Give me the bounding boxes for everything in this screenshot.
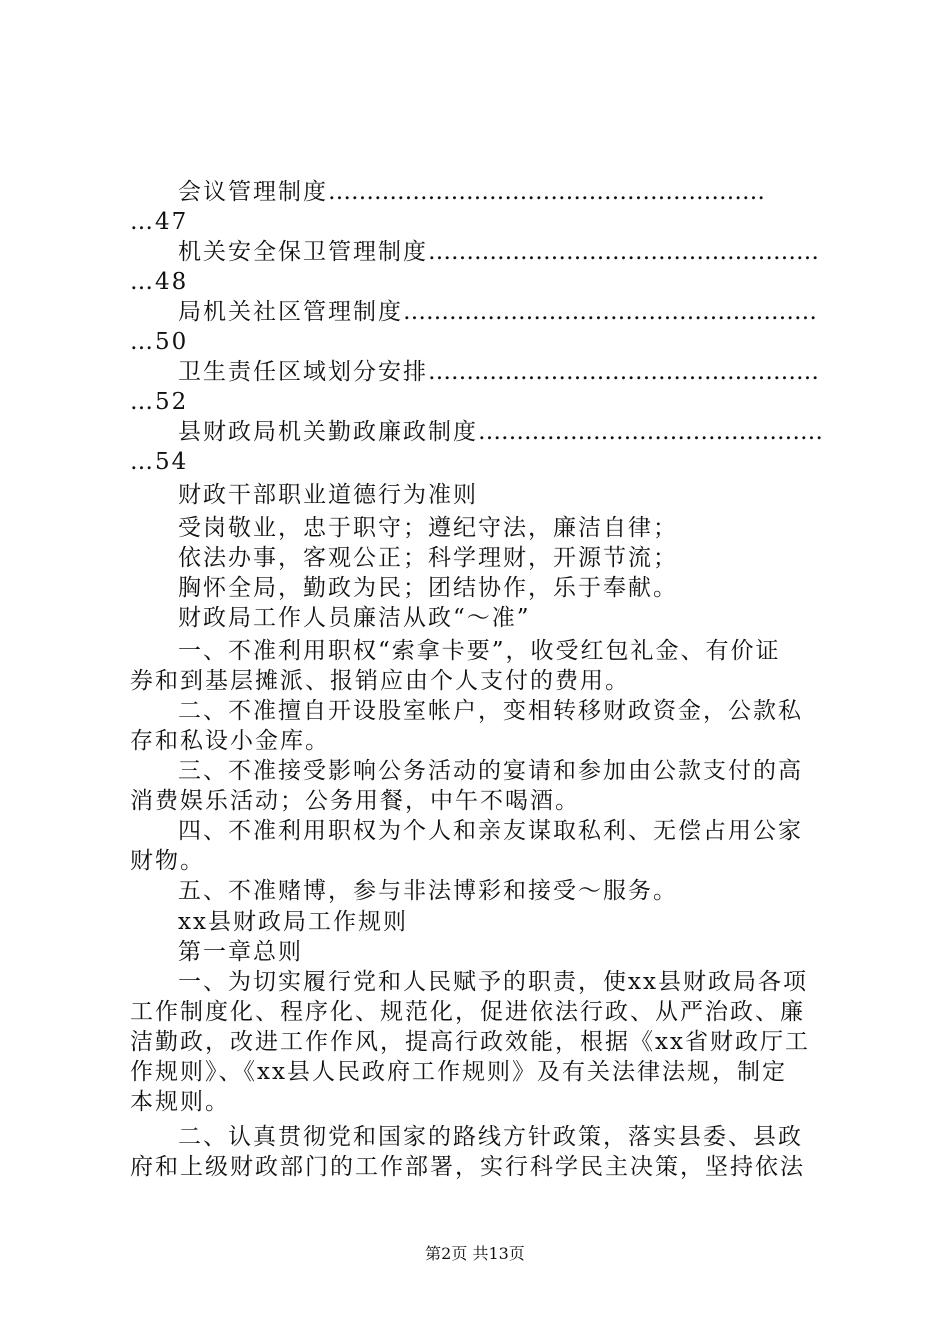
paragraph-line: 依法办事，客观公正；科学理财，开源节流； bbox=[178, 545, 678, 571]
paragraph-line: 五、不准赌博，参与非法博彩和接受～服务。 bbox=[178, 878, 678, 904]
toc-leader: ………………………………………………… bbox=[328, 179, 765, 205]
paragraph-line: 受岗敬业，忠于职守；遵纪守法，廉洁自律； bbox=[178, 515, 678, 541]
toc-entry-title: 会议管理制度………………………………………………… bbox=[178, 179, 765, 205]
toc-leader: ……………………………………………… bbox=[403, 299, 817, 325]
paragraph-line: 工作制度化、程序化、规范化，促进依法行政、从严治政、廉 bbox=[130, 999, 805, 1025]
paragraph-line: 财物。 bbox=[130, 848, 205, 874]
toc-entry-title: 县财政局机关勤政廉政制度……………………………………… bbox=[178, 419, 823, 445]
chapter-heading: 第一章总则 bbox=[178, 939, 303, 965]
paragraph-line: 洁勤政，改进工作作风，提高行政效能，根据《xx省财政厅工 bbox=[130, 1029, 810, 1055]
toc-entry-page: …47 bbox=[130, 209, 189, 235]
toc-entry-title: 局机关社区管理制度……………………………………………… bbox=[178, 299, 817, 325]
paragraph-line: 作规则》、《xx县人民政府工作规则》及有关法律法规，制定 bbox=[130, 1059, 787, 1085]
paragraph-line: 消费娱乐活动；公务用餐，中午不喝酒。 bbox=[130, 788, 580, 814]
toc-leader: …………………………………………… bbox=[428, 239, 819, 265]
paragraph-line: 胸怀全局，勤政为民；团结协作，乐于奉献。 bbox=[178, 575, 678, 601]
toc-leader: ……………………………………… bbox=[478, 419, 823, 445]
section-heading: 财政干部职业道德行为准则 bbox=[178, 482, 478, 508]
paragraph-line: 府和上级财政部门的工作部署，实行科学民主决策，坚持依法 bbox=[130, 1154, 805, 1180]
paragraph-line: 四、不准利用职权为个人和亲友谋取私利、无偿占用公家 bbox=[178, 818, 803, 844]
paragraph-line: 券和到基层摊派、报销应由个人支付的费用。 bbox=[130, 668, 630, 694]
paragraph-line: 三、不准接受影响公务活动的宴请和参加由公款支付的高 bbox=[178, 758, 803, 784]
paragraph-line: 一、不准利用职权“索拿卡要”，收受红包礼金、有价证 bbox=[178, 638, 781, 664]
toc-entry-page: …54 bbox=[130, 449, 189, 475]
section-heading: 财政局工作人员廉洁从政“～准” bbox=[178, 605, 531, 631]
paragraph-line: 存和私设小金库。 bbox=[130, 728, 330, 754]
toc-entry-page: …48 bbox=[130, 269, 189, 295]
paragraph-line: 一、为切实履行党和人民赋予的职责，使xx县财政局各项 bbox=[178, 969, 808, 995]
paragraph-line: 二、不准擅自开设股室帐户，变相转移财政资金，公款私 bbox=[178, 698, 803, 724]
toc-entry-title: 卫生责任区域划分安排…………………………………………… bbox=[178, 359, 819, 385]
toc-entry-title: 机关安全保卫管理制度…………………………………………… bbox=[178, 239, 819, 265]
toc-entry-page: …50 bbox=[130, 329, 189, 355]
section-heading: xx县财政局工作规则 bbox=[178, 909, 408, 935]
paragraph-line: 本规则。 bbox=[130, 1089, 230, 1115]
toc-leader: …………………………………………… bbox=[428, 359, 819, 385]
paragraph-line: 二、认真贯彻党和国家的路线方针政策，落实县委、县政 bbox=[178, 1124, 803, 1150]
page-footer: 第2页 共13页 bbox=[425, 1244, 525, 1263]
toc-entry-page: …52 bbox=[130, 389, 189, 415]
